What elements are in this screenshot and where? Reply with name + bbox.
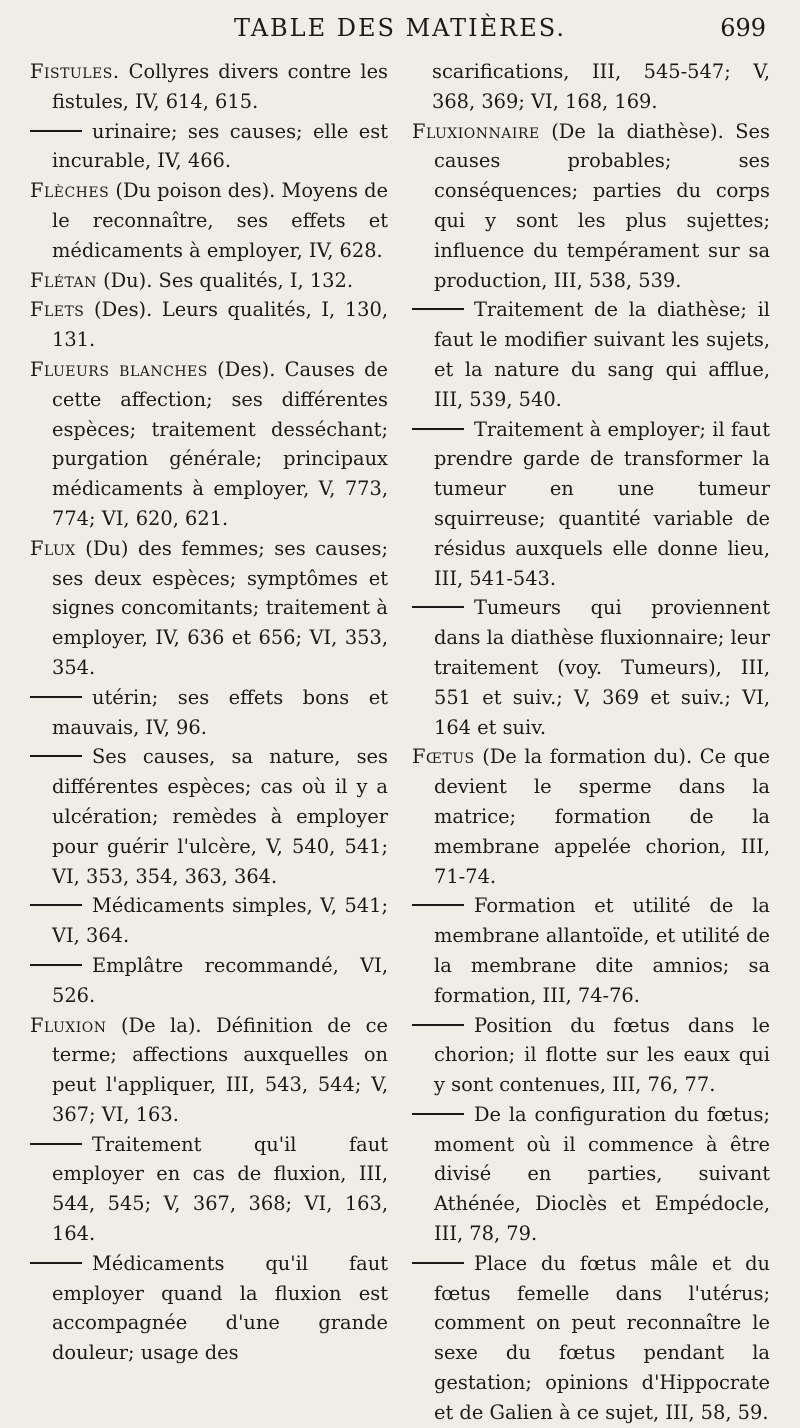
entry-text: Formation et utilité de la membrane allantoïde, et utilité de la membrane dite amnios; sa formation, III, 74-76. xyxy=(434,894,770,1007)
entry-text: (Du) des femmes; ses causes; ses deux espèces; symptômes et signes concomitants; traitement à employer, IV, 636 et 656; VI, 353, 354. xyxy=(52,536,388,679)
index-entry xyxy=(412,57,770,117)
index-subentry xyxy=(412,1249,770,1428)
entry-heading: Flétan xyxy=(30,268,97,292)
ditto-dash xyxy=(412,1262,464,1264)
page-header xyxy=(0,0,800,50)
entry-heading: Flèches xyxy=(30,179,110,203)
index-entry xyxy=(412,742,770,891)
index-entry xyxy=(30,57,388,117)
entry-heading: Flets xyxy=(30,298,85,322)
ditto-dash xyxy=(412,308,464,310)
entry-text: (De la diathèse). Ses causes probables; ses conséquences; parties du corps qui y sont les plus sujettes; influence du tempérament sur sa production, III, 538, 539. xyxy=(434,119,770,292)
index-subentry xyxy=(412,1100,770,1249)
index-subentry xyxy=(30,683,388,743)
entry-text: (Du poison des). Moyens de le reconnaître, ses effets et médicaments à employer, IV, 628. xyxy=(52,179,388,262)
entry-text: Médicaments qu'il faut employer quand la fluxion est accompagnée d'une grande douleur; usage des xyxy=(52,1251,388,1365)
entry-text: (Du). Ses qualités, I, 132. xyxy=(96,268,354,292)
index-subentry xyxy=(30,951,388,1011)
ditto-dash xyxy=(30,904,82,906)
ditto-dash xyxy=(412,1113,464,1115)
index-subentry xyxy=(412,1011,770,1100)
entry-text: Collyres divers contre les fistules, IV, 614, 615. xyxy=(52,60,388,113)
ditto-dash xyxy=(412,606,464,608)
index-subentry xyxy=(412,295,770,414)
index-subentry xyxy=(30,1130,388,1249)
entry-text: De la configuration du fœtus; moment où il commence à être divisé en parties, suivant Athénée, Dioclès et Empédocle, III, 78, 79. xyxy=(434,1102,770,1246)
entry-text: (De la). Définition de ce terme; affections auxquelles on peut l'appliquer, III, 543, 544; V, 367; VI, 163. xyxy=(52,1013,388,1126)
entry-text: (De la formation du). Ce que devient le sperme dans la matrice; formation de la membrane appelée chorion, III, 71-74. xyxy=(434,745,770,888)
ditto-dash xyxy=(412,904,464,906)
entry-text: Médicaments simples, V, 541; VI, 364. xyxy=(52,894,388,948)
entry-text: utérin; ses effets bons et mauvais, IV, 96. xyxy=(52,685,388,739)
index-subentry xyxy=(412,415,770,594)
ditto-dash xyxy=(30,755,82,757)
index-entry xyxy=(30,266,388,296)
entry-text: Traitement à employer; il faut prendre garde de transformer la tumeur en une tumeur squirreuse; quantité variable de résidus auxquels elle donne lieu, III, 541-543. xyxy=(434,417,770,590)
index-entry xyxy=(30,176,388,265)
ditto-dash xyxy=(30,130,82,132)
entry-text: (Des). Leurs qualités, I, 130, 131. xyxy=(52,298,388,352)
entry-heading: Fistules. xyxy=(30,60,120,83)
index-subentry xyxy=(30,742,388,891)
ditto-dash xyxy=(30,696,82,698)
running-title: TABLE DES MATIÈRES. xyxy=(234,14,566,42)
index-entry xyxy=(30,355,388,534)
index-entry xyxy=(412,117,770,296)
index-entry xyxy=(30,295,388,355)
left-column xyxy=(30,57,388,1368)
entry-heading: Flueurs blanches xyxy=(30,357,208,381)
entry-text: scarifications, III, 545-547; V, 368, 369; VI, 168, 169. xyxy=(432,60,770,113)
ditto-dash xyxy=(30,964,82,966)
index-subentry xyxy=(412,891,770,1010)
index-entry xyxy=(30,534,388,683)
index-subentry xyxy=(30,1249,388,1368)
index-subentry xyxy=(412,593,770,742)
entry-heading: Fluxion xyxy=(30,1013,107,1037)
index-entry xyxy=(30,1011,388,1130)
index-subentry xyxy=(30,891,388,951)
ditto-dash xyxy=(30,1143,82,1145)
ditto-dash xyxy=(412,428,464,430)
entry-text: Ses causes, sa nature, ses différentes espèces; cas où il y a ulcération; remèdes à employer pour guérir l'ulcère, V, 540, 541; VI, 353, 354, 363, 364. xyxy=(52,745,388,888)
entry-text: Traitement qu'il faut employer en cas de fluxion, III, 544, 545; V, 367, 368; VI, 163, 164. xyxy=(52,1132,388,1246)
entry-text: Place du fœtus mâle et du fœtus femelle dans l'utérus; comment on peut reconnaître le sexe du fœtus pendant la gestation; opinions d'Hippocrate et de Galien à ce sujet, III, 58, 59. xyxy=(434,1251,770,1424)
entry-text: Position du fœtus dans le chorion; il flotte sur les eaux qui y sont contenues, III, 76, 77. xyxy=(434,1013,770,1097)
entry-text: (Des). Causes de cette affection; ses différentes espèces; traitement desséchant; purgation générale; principaux médicaments à employer, V, 773, 774; VI, 620, 621. xyxy=(52,357,388,530)
page-number: 699 xyxy=(720,14,766,42)
entry-heading: Flux xyxy=(30,536,76,560)
ditto-dash xyxy=(30,1262,82,1264)
entry-text: urinaire; ses causes; elle est incurable, IV, 466. xyxy=(52,119,388,173)
ditto-dash xyxy=(412,1024,464,1026)
entry-heading: Fœtus xyxy=(412,745,475,769)
entry-text: Tumeurs qui proviennent dans la diathèse fluxionnaire; leur traitement (voy. Tumeurs), III, 551 et suiv.; V, 369 et suiv.; VI, 164 et suiv. xyxy=(434,596,770,739)
entry-heading: Fluxionnaire xyxy=(412,119,540,143)
entry-text: Emplâtre recommandé, VI, 526. xyxy=(52,953,388,1007)
entry-text: Traitement de la diathèse; il faut le modifier suivant les sujets, et la nature du sang qui afflue, III, 539, 540. xyxy=(434,298,770,411)
index-subentry xyxy=(30,117,388,177)
right-column xyxy=(412,57,770,1428)
